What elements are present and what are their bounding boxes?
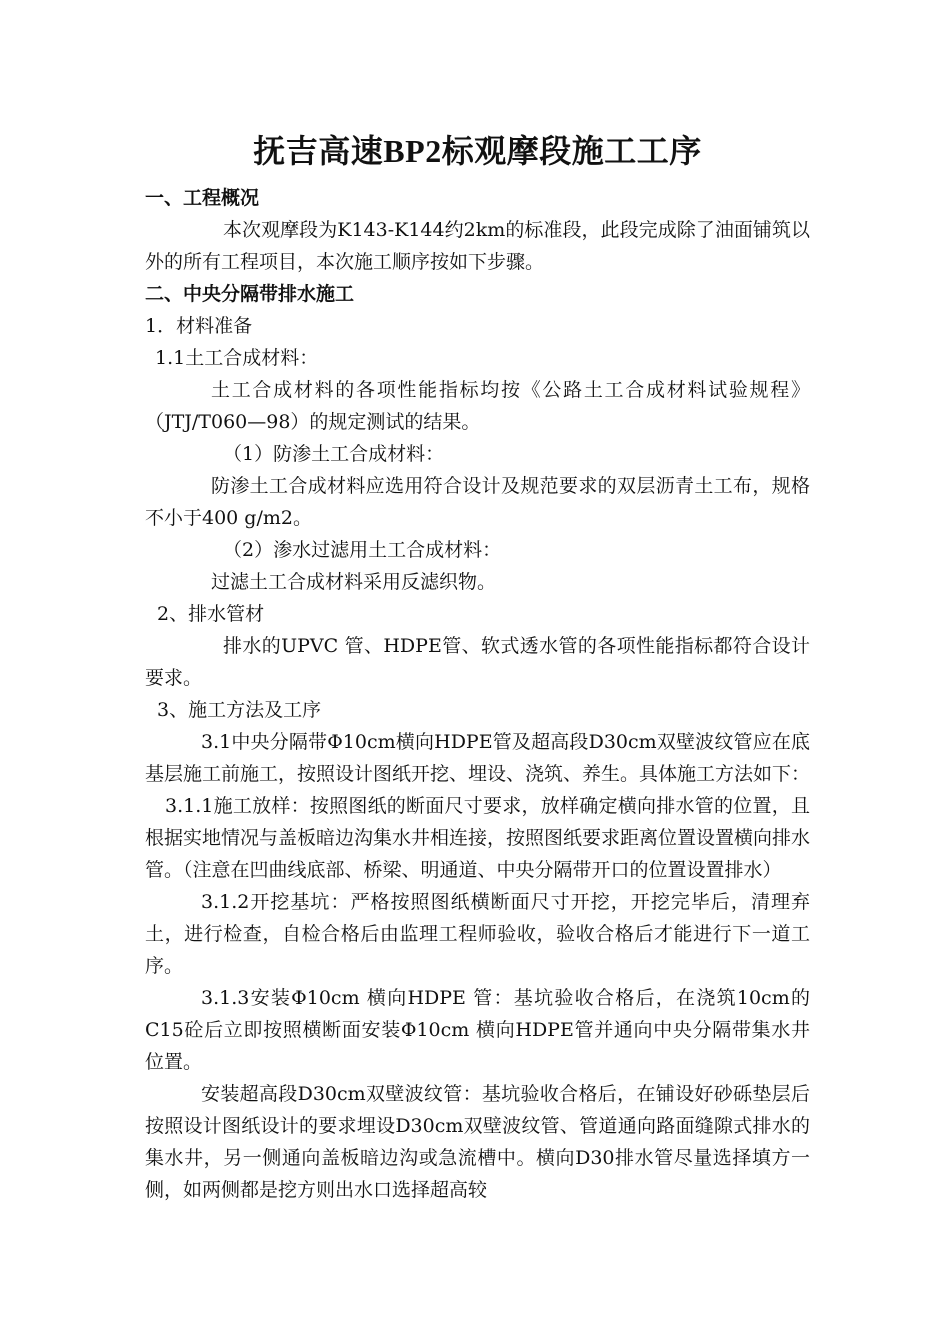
section-heading-drainage: 二、中央分隔带排水施工 (145, 283, 355, 305)
paragraph-impermeable: 防渗土工合成材料应选用符合设计及规范要求的双层沥青土工布，规格不小于400 g/m2。 (145, 475, 810, 529)
section-heading-overview: 一、工程概况 (145, 187, 260, 209)
paragraph-drain-pipes: 排水的UPVC 管、HDPE管、软式透水管的各项性能指标都符合设计要求。 (145, 635, 810, 689)
paragraph-3-1-2: 3.1.2开挖基坑：严格按照图纸横断面尺寸开挖，开挖完毕后，清理弃土，进行检查，自检合格后由监理工程师验收，验收合格后才能进行下一道工序。 (145, 891, 810, 977)
paragraph-filter: 过滤土工合成材料采用反滤织物。 (211, 571, 497, 593)
document-page (145, 120, 810, 1206)
sub-item-filter: （2）渗水过滤用土工合成材料： (223, 539, 502, 561)
document-title: 抚吉高速BP2标观摩段施工工序 (253, 133, 702, 169)
paragraph-3-1-3: 3.1.3安装Φ10cm 横向HDPE 管：基坑验收合格后，在浇筑10cm的C15砼后立即按照横断面安装Φ10cm 横向HDPE管并通向中央分隔带集水井位置。 (145, 987, 810, 1073)
item-drain-pipes: 2、排水管材 (157, 603, 265, 625)
item-geosynthetics: 1.1土工合成材料： (155, 347, 319, 369)
item-construction-method: 3、施工方法及工序 (157, 699, 322, 721)
paragraph-3-1-1: 3.1.1施工放样：按照图纸的断面尺寸要求，放样确定横向排水管的位置，且根据实地情况与盖板暗边沟集水井相连接，按照图纸要求距离位置设置横向排水管。（注意在凹曲线底部、桥梁、明通道、中央分隔带开口的位置设置排水） (145, 795, 811, 881)
item-material-prep: 1．材料准备 (145, 315, 253, 337)
paragraph-3-1: 3.1中央分隔带Φ10cm横向HDPE管及超高段D30cm双壁波纹管应在底基层施工前施工，按照设计图纸开挖、埋设、浇筑、养生。具体施工方法如下： (145, 731, 811, 785)
paragraph-overview: 本次观摩段为K143-K144约2km的标准段，此段完成除了油面铺筑以外的所有工程项目，本次施工顺序按如下步骤。 (145, 219, 810, 273)
paragraph-geosynthetics: 土工合成材料的各项性能指标均按《公路土工合成材料试验规程》（JTJ/T060—98）的规定测试的结果。 (145, 379, 810, 433)
paragraph-d30-pipe: 安装超高段D30cm双壁波纹管：基坑验收合格后，在铺设好砂砾垫层后按照设计图纸设计的要求埋设D30cm双壁波纹管、管道通向路面缝隙式排水的集水井，另一侧通向盖板暗边沟或急流槽中。横向D30排水管尽量选择填方一侧，如两侧都是挖方则出水口选择超高较 (145, 1083, 810, 1201)
sub-item-impermeable: （1）防渗土工合成材料： (223, 443, 445, 465)
